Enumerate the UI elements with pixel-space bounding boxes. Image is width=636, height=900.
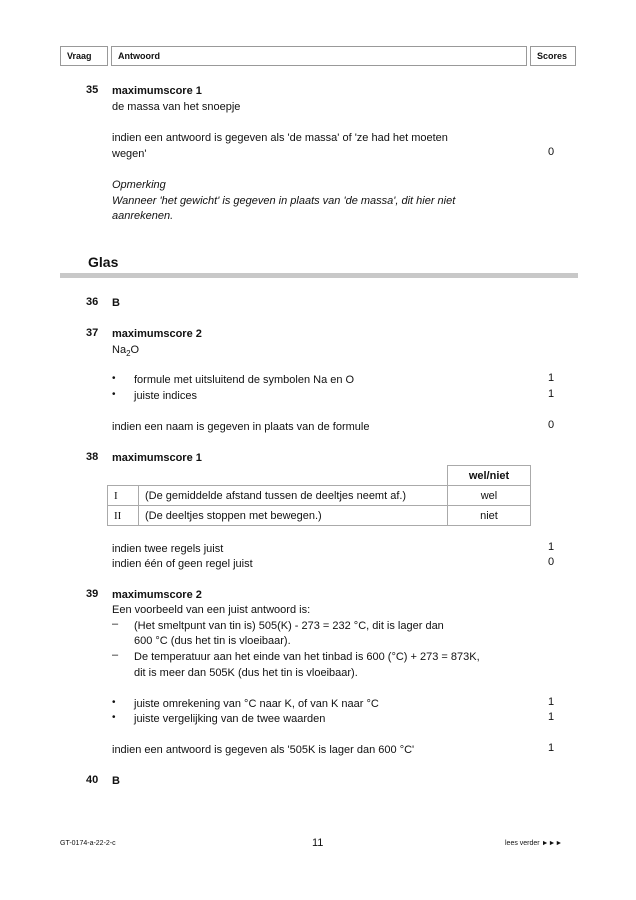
q39-bullet-2: juiste vergelijking van de twee waarden (134, 713, 326, 725)
q39-bullet-1-score: 1 (547, 696, 555, 708)
q39-maxscore: maximumscore 2 (112, 589, 202, 601)
footer-next: lees verder ►►► (505, 840, 563, 847)
q37-bullet-2: juiste indices (134, 390, 197, 402)
q35-remark-title: Opmerking (112, 179, 166, 191)
table-row-value: niet (448, 506, 531, 526)
q37-bullet-1: formule met uitsluitend de symbolen Na en O (134, 374, 355, 386)
q38-maxscore: maximumscore 1 (112, 452, 202, 464)
q39-example-2-line2: dit is meer dan 505K (dus het tin is vloeibaar). (134, 667, 358, 679)
q36-answer: B (112, 297, 120, 309)
q35-maxscore: maximumscore 1 (112, 85, 202, 97)
bullet-icon: • (112, 389, 116, 400)
q37-bullet-1-score: 1 (547, 372, 555, 384)
q39-example-1-line1: (Het smeltpunt van tin is) 505(K) - 273 = 232 °C, dit is lager dan (134, 620, 444, 632)
q35-condition-score: 0 (547, 146, 555, 158)
section-title: Glas (88, 254, 119, 270)
q39-condition-score: 1 (547, 742, 555, 754)
formula-end: O (130, 344, 140, 356)
question-number-36: 36 (86, 296, 99, 308)
header-vraag: Vraag (60, 46, 108, 66)
q40-answer: B (112, 775, 120, 787)
question-number-35: 35 (86, 84, 99, 96)
q38-condition-1: indien twee regels juist (112, 543, 224, 555)
header-antwoord: Antwoord (111, 46, 527, 66)
answer-table (107, 465, 531, 526)
table-row-statement: (De deeltjes stoppen met bewegen.) (139, 506, 448, 526)
bullet-icon: • (112, 697, 116, 708)
dash-icon: – (112, 618, 119, 630)
q38-condition-1-score: 1 (547, 541, 555, 553)
formula-subscript: 2 (126, 349, 131, 359)
question-number-40: 40 (86, 774, 99, 786)
table-header-empty (108, 466, 448, 486)
q39-condition: indien een antwoord is gegeven als '505K is lager dan 600 °C' (112, 744, 415, 756)
q39-example-1-line2: 600 °C (dus het tin is vloeibaar). (134, 635, 291, 647)
footer-code: GT-0174-a-22-2-c (60, 840, 116, 847)
q35-answer: de massa van het snoepje (112, 101, 241, 113)
q39-example-2-line1: De temperatuur aan het einde van het tinbad is 600 (°C) + 273 = 873K, (134, 651, 480, 663)
table-header-row (108, 466, 531, 486)
bullet-icon: • (112, 373, 116, 384)
header-scores: Scores (530, 46, 576, 66)
q35-condition-line2: wegen' (112, 148, 147, 160)
q38-condition-2: indien één of geen regel juist (112, 558, 253, 570)
q37-bullet-2-score: 1 (547, 388, 555, 400)
table-row-roman: I (108, 486, 139, 506)
question-number-38: 38 (86, 451, 99, 463)
q39-bullet-2-score: 1 (547, 711, 555, 723)
q35-remark-line2: aanrekenen. (112, 210, 174, 222)
q39-intro: Een voorbeeld van een juist antwoord is: (112, 604, 311, 616)
q38-condition-2-score: 0 (547, 556, 555, 568)
question-number-37: 37 (86, 327, 99, 339)
table-row-statement: (De gemiddelde afstand tussen de deeltjes neemt af.) (139, 486, 448, 506)
table-header-wel-niet: wel/niet (448, 466, 531, 486)
bullet-icon: • (112, 712, 116, 723)
table-row-roman: II (108, 506, 139, 526)
section-divider (60, 273, 578, 278)
q35-condition-line1: indien een antwoord is gegeven als 'de massa' of 'ze had het moeten (112, 132, 448, 144)
q37-condition: indien een naam is gegeven in plaats van de formule (112, 421, 370, 433)
q37-maxscore: maximumscore 2 (112, 328, 202, 340)
q35-remark-line1: Wanneer 'het gewicht' is gegeven in plaats van 'de massa', dit hier niet (112, 195, 456, 207)
q37-condition-score: 0 (547, 419, 555, 431)
q39-bullet-1: juiste omrekening van °C naar K, of van K naar °C (134, 698, 379, 710)
dash-icon: – (112, 649, 119, 661)
q37-formula (112, 342, 139, 362)
table-row (108, 506, 531, 526)
table-row-value: wel (448, 486, 531, 506)
table-row (108, 486, 531, 506)
page-number: 11 (312, 837, 324, 849)
formula-base: Na (112, 344, 127, 356)
question-number-39: 39 (86, 588, 99, 600)
